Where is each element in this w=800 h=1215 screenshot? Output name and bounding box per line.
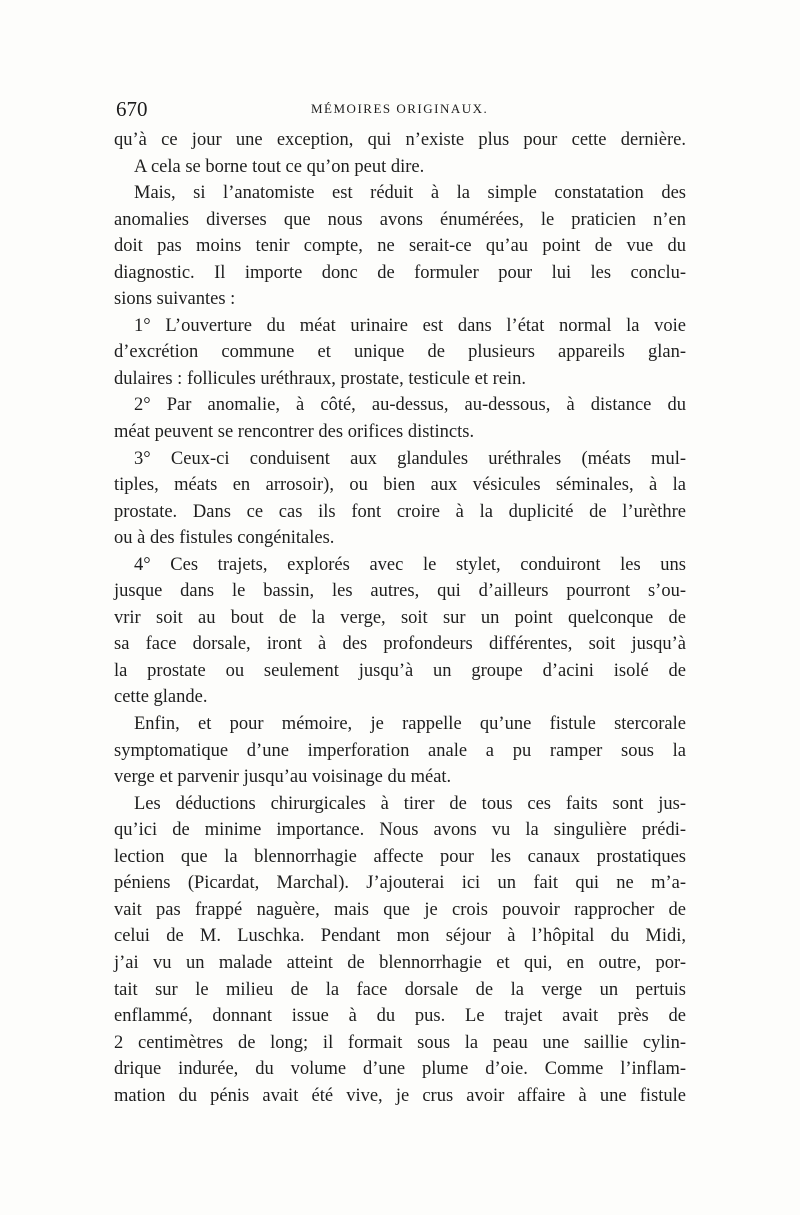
text-line: sions suivantes :	[114, 289, 236, 310]
text-line: celui de M. Luschka. Pendant mon séjour à l’hôpital du Midi,	[114, 926, 686, 947]
text-line: qu’à ce jour une exception, qui n’existe plus pour cette dernière.	[114, 130, 686, 150]
text-line: doit pas moins tenir compte, ne serait-ce qu’au point de vue du	[114, 236, 686, 257]
text-line: 3° Ceux-ci conduisent aux glandules uréthrales (méats mul-	[134, 448, 686, 469]
body-text	[114, 127, 686, 1109]
text-line: drique indurée, du volume d’une plume d’oie. Comme l’inflam-	[114, 1059, 686, 1080]
text-line: diagnostic. Il importe donc de formuler pour lui les conclu-	[114, 262, 686, 283]
text-line: vrir soit au bout de la verge, soit sur un point quelconque de	[114, 607, 686, 628]
text-line: tiples, méats en arrosoir), ou bien aux vésicules séminales, à la	[114, 475, 686, 496]
text-line: ou à des fistules congénitales.	[114, 528, 335, 549]
text-line: A cela se borne tout ce qu’on peut dire.	[134, 156, 425, 177]
text-line: jusque dans le bassin, les autres, qui d’ailleurs pourront s’ou-	[114, 581, 686, 602]
text-line: 4° Ces trajets, explorés avec le stylet, conduiront les uns	[134, 554, 686, 575]
page-number: 670	[116, 97, 148, 121]
text-line: 1° L’ouverture du méat urinaire est dans l’état normal la voie	[134, 315, 686, 336]
text-line: tait sur le milieu de la face dorsale de la verge un pertuis	[114, 979, 686, 1000]
text-line: qu’ici de minime importance. Nous avons vu la singulière prédi-	[114, 820, 686, 841]
text-line: mation du pénis avait été vive, je crus avoir affaire à une fistule	[114, 1085, 686, 1106]
text-line: Enfin, et pour mémoire, je rappelle qu’une fistule stercorale	[134, 714, 686, 735]
text-line: la prostate ou seulement jusqu’à un groupe d’acini isolé de	[114, 660, 686, 681]
text-line: 2 centimètres de long; il formait sous la peau une saillie cylin-	[114, 1032, 686, 1053]
text-line: d’excrétion commune et unique de plusieurs appareils glan-	[114, 342, 686, 363]
text-line: sa face dorsale, iront à des profondeurs différentes, soit jusqu’à	[114, 634, 686, 655]
text-line: Mais, si l’anatomiste est réduit à la simple constatation des	[134, 183, 686, 204]
text-line: péniens (Picardat, Marchal). J’ajouterai ici un fait qui ne m’a-	[114, 873, 686, 894]
running-title: MÉMOIRES ORIGINAUX.	[311, 101, 489, 116]
text-line: enflammé, donnant issue à du pus. Le trajet avait près de	[114, 1006, 686, 1027]
text-line: Les déductions chirurgicales à tirer de tous ces faits sont jus-	[134, 793, 686, 814]
page-header	[116, 97, 686, 123]
text-line: verge et parvenir jusqu’au voisinage du méat.	[114, 767, 452, 788]
text-line: symptomatique d’une imperforation anale a pu ramper sous la	[114, 740, 686, 761]
text-line: cette glande.	[114, 687, 208, 708]
text-line: 2° Par anomalie, à côté, au-dessus, au-dessous, à distance du	[134, 395, 686, 416]
text-line: méat peuvent se rencontrer des orifices distincts.	[114, 422, 475, 443]
text-line: anomalies diverses que nous avons énumérées, le praticien n’en	[114, 209, 686, 230]
text-line: dulaires : follicules uréthraux, prostate, testicule et rein.	[114, 368, 526, 389]
text-line: vait pas frappé naguère, mais que je crois pouvoir rapprocher de	[114, 899, 686, 920]
text-line: prostate. Dans ce cas ils font croire à la duplicité de l’urèthre	[114, 501, 686, 522]
text-line: j’ai vu un malade atteint de blennorrhagie et qui, en outre, por-	[114, 952, 686, 973]
text-line: lection que la blennorrhagie affecte pour les canaux prostatiques	[114, 846, 686, 867]
